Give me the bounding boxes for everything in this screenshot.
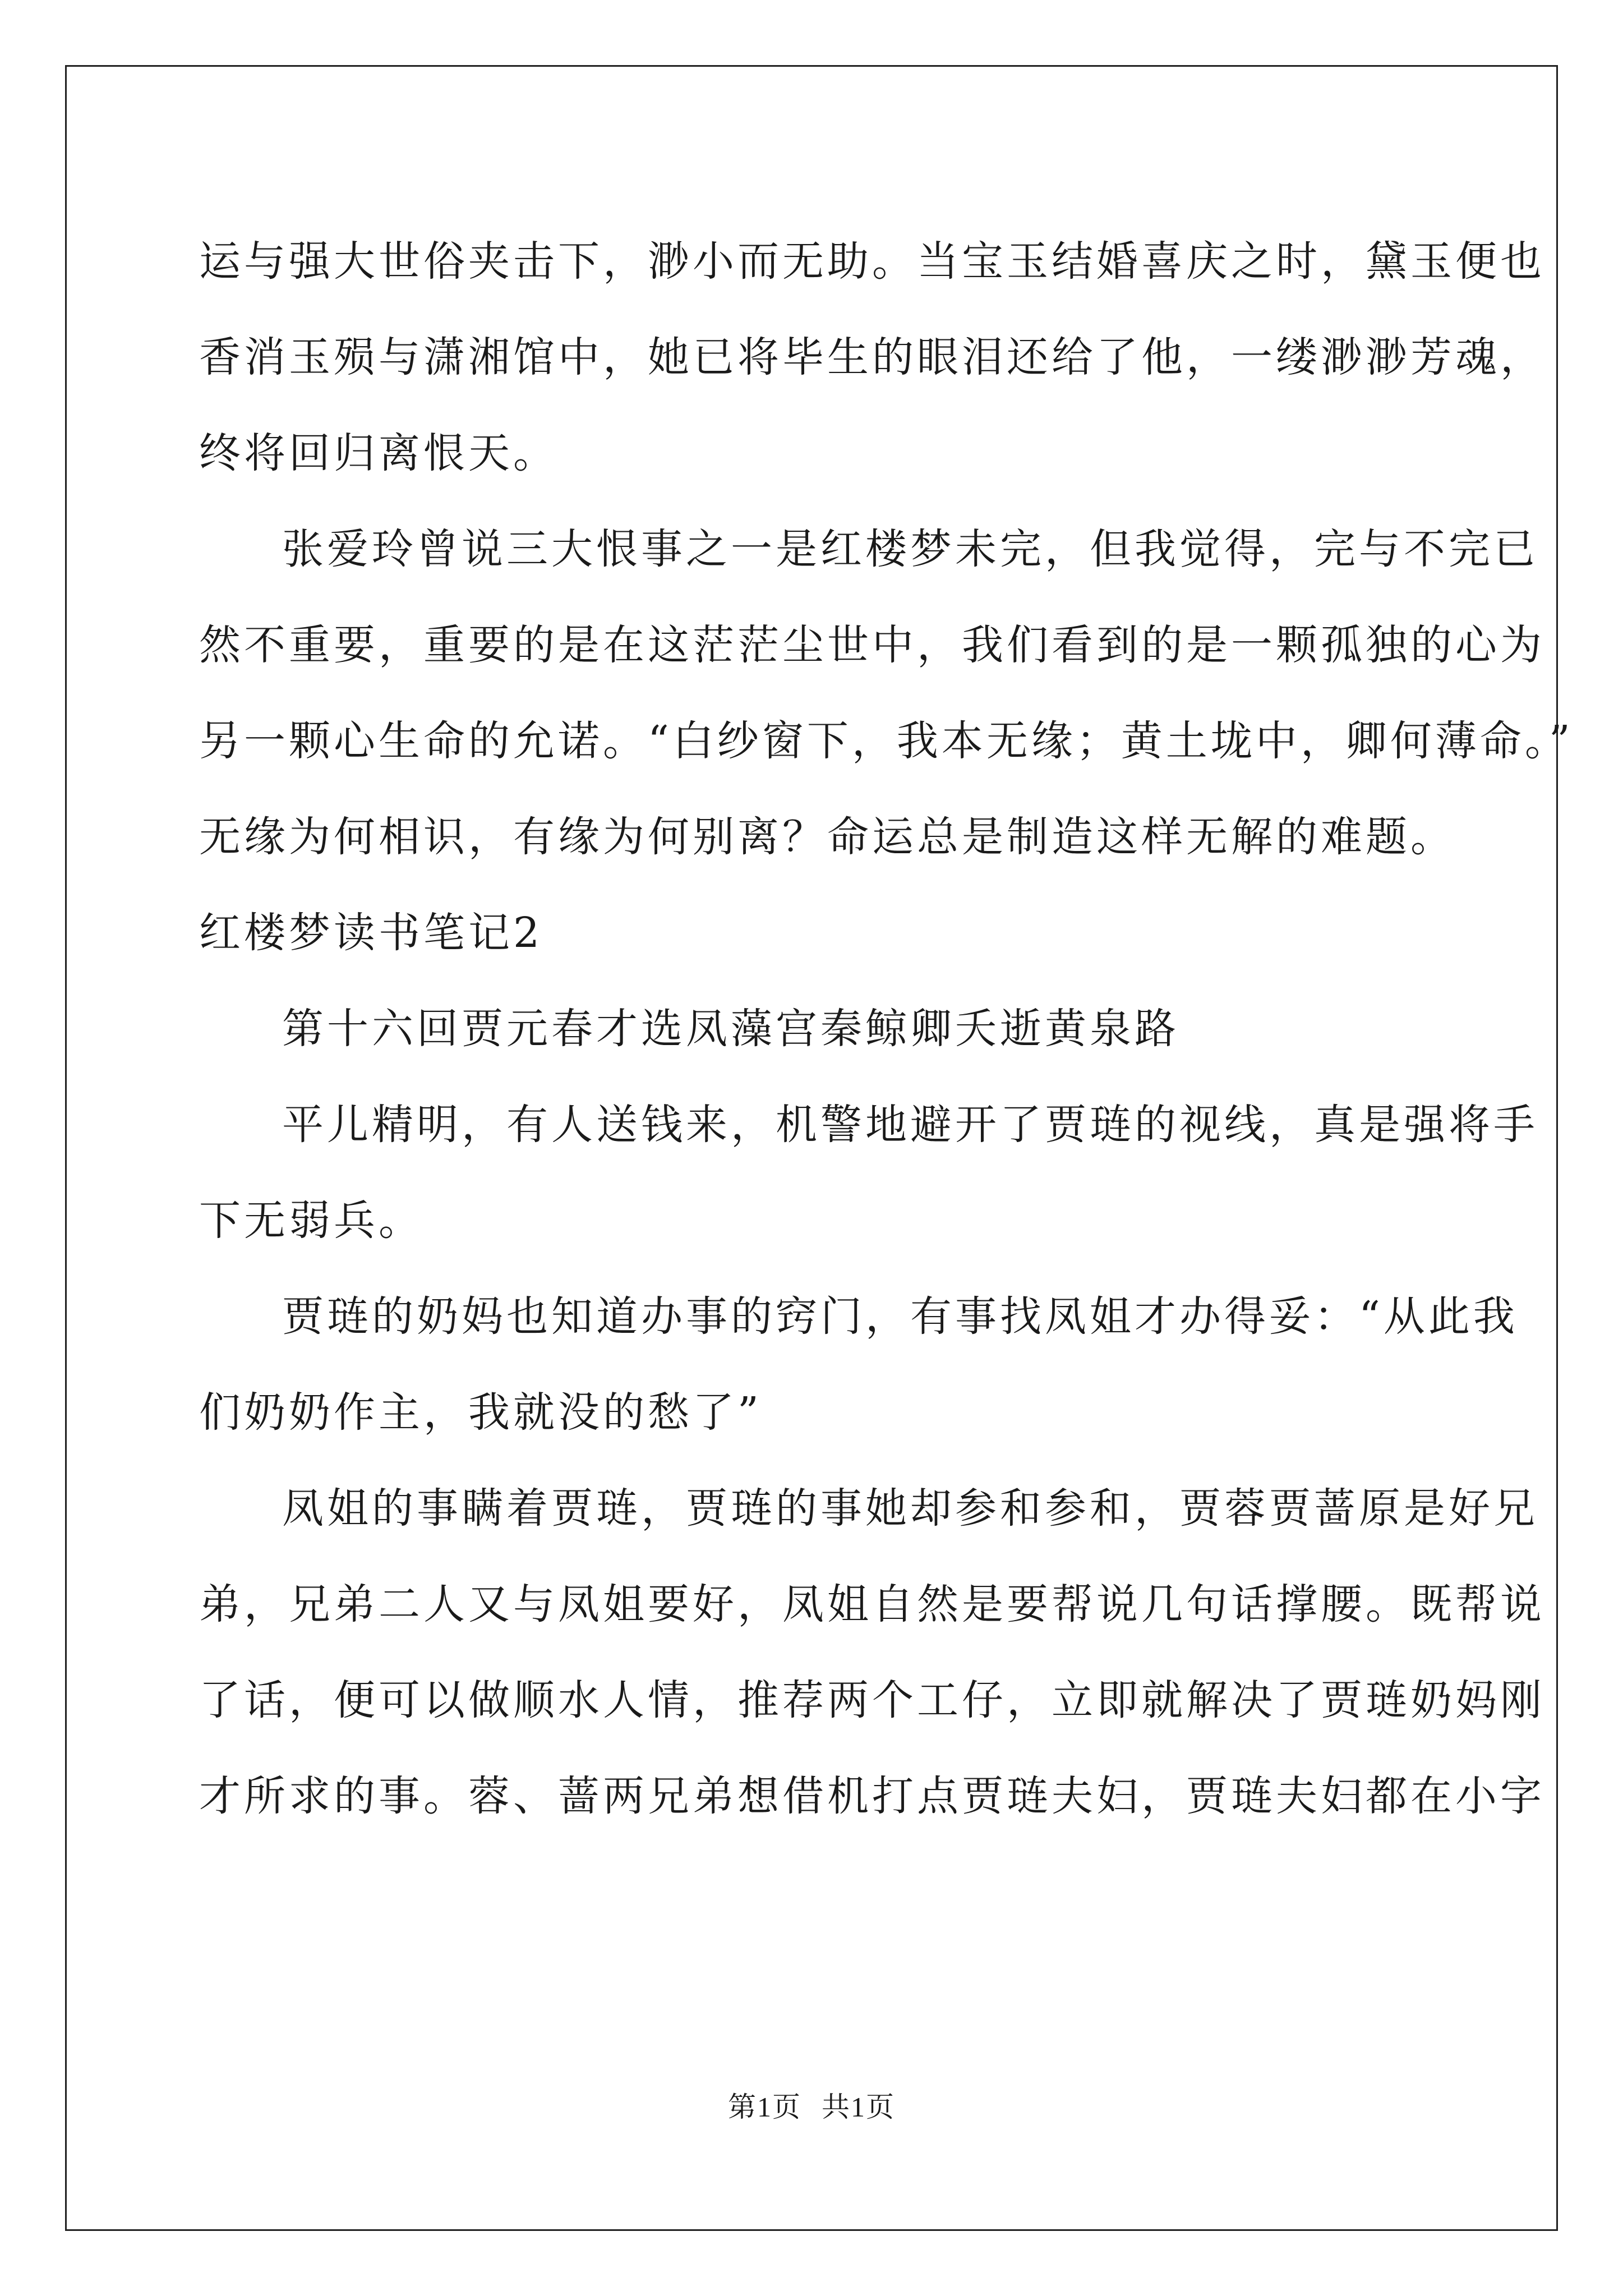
chapter-title: 第十六回贾元春才选凤藻宫秦鲸卿夭逝黄泉路 <box>282 1005 1179 1053</box>
text-line: 终将回归离恨天。 <box>199 429 558 477</box>
text-line: 才所求的事。蓉、蔷两兄弟想借机打点贾琏夫妇，贾琏夫妇都在小字 <box>199 1772 1545 1820</box>
text-line: 下无弱兵。 <box>199 1197 423 1245</box>
text-line: 平儿精明，有人送钱来，机警地避开了贾琏的视线，真是强将手 <box>282 1101 1538 1149</box>
text-line: 凤姐的事瞒着贾琏，贾琏的事她却参和参和，贾蓉贾蔷原是好兄 <box>282 1484 1538 1533</box>
text-line: 了话，便可以做顺水人情，推荐两个工仔，立即就解决了贾琏奶妈刚 <box>199 1676 1545 1724</box>
text-line: 们奶奶作主，我就没的愁了” <box>199 1388 762 1437</box>
text-line: 弟，兄弟二人又与凤姐要好，凤姐自然是要帮说几句话撑腰。既帮说 <box>199 1580 1545 1628</box>
text-line: 另一颗心生命的允诺。“白纱窗下，我本无缘；黄土垅中，卿何薄命。” <box>199 717 1574 765</box>
document-body <box>199 214 1574 1844</box>
text-line: 无缘为何相识，有缘为何别离？命运总是制造这样无解的难题。 <box>199 813 1455 861</box>
text-line: 然不重要，重要的是在这茫茫尘世中，我们看到的是一颗孤独的心为 <box>199 621 1545 669</box>
page-number: 第1页 <box>728 2091 801 2123</box>
page-total: 共1页 <box>822 2091 895 2123</box>
text-line: 运与强大世俗夹击下，渺小而无助。当宝玉结婚喜庆之时，黛玉便也 <box>199 237 1545 286</box>
section-heading: 红楼梦读书笔记2 <box>199 909 543 957</box>
page-footer <box>0 2085 1623 2125</box>
text-line: 贾琏的奶妈也知道办事的窍门，有事找凤姐才办得妥：“从此我 <box>282 1292 1518 1341</box>
text-line: 香消玉殒与潇湘馆中，她已将毕生的眼泪还给了他，一缕渺渺芳魂， <box>199 333 1545 381</box>
text-line: 张爱玲曾说三大恨事之一是红楼梦未完，但我觉得，完与不完已 <box>282 525 1538 573</box>
